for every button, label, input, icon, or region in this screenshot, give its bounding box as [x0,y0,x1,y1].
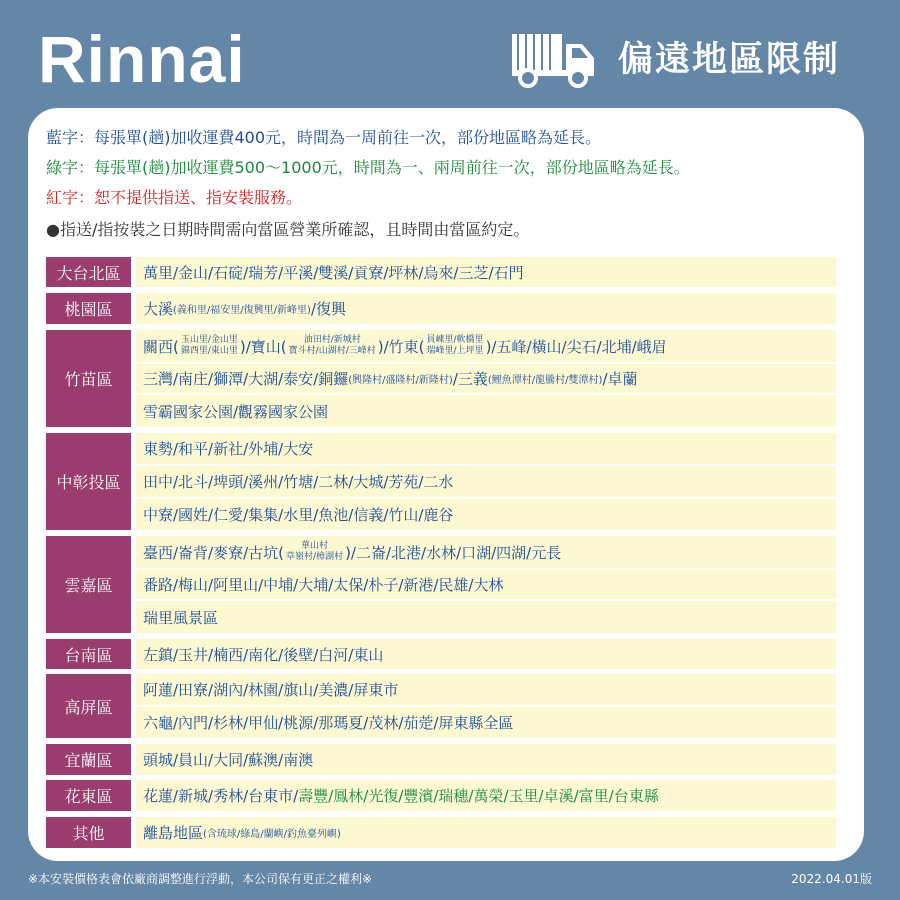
region-areas: 左鎮/玉井/楠西/南化/後壁/白河/東山 [136,639,836,669]
region-row-taoyuan [46,293,836,324]
region-label: 其他 [46,817,131,848]
region-areas: 東勢/和平/新社/外埔/大安 [136,433,836,464]
region-areas: 田中/北斗/埤頭/溪州/竹塘/二林/大城/芳苑/二水 [136,466,836,497]
region-areas-restricted: 離島地區 (含琉球/綠島/蘭嶼/釣魚臺列嶼) [136,817,836,848]
brand-logo: Rinnai [38,22,246,96]
region-areas: 三灣/南庄/獅潭/大湖/泰安/銅鑼 (興隆村/盛隆村/新隆村) /三義 (鯉魚潭村/龍騰村/雙潭村) /卓蘭 [136,364,836,393]
region-row-taipei [46,257,836,287]
region-label: 宜蘭區 [46,744,131,775]
region-label: 雲嘉區 [46,536,131,633]
region-areas: 花蓮/新城/秀林/台東市/ 壽豐/鳳林/光復/豐濱/瑞穗/萬榮/玉里/卓溪/富里/台東縣 [136,780,836,811]
region-row-yunjia [46,536,836,633]
region-row-huadong [46,780,836,811]
region-label: 中彰投區 [46,433,131,530]
region-areas: 阿蓮/田寮/湖內/林園/旗山/美濃/屏東市 [136,674,836,705]
region-label: 大台北區 [46,257,131,287]
region-row-gaoping [46,674,836,738]
region-label: 桃園區 [46,293,131,324]
footer-disclaimer: ※本安裝價格表會依廠商調整進行浮動，本公司保有更正之權利※ [28,872,373,886]
region-row-zhongzhangtou [46,433,836,530]
region-label: 花東區 [46,780,131,811]
page-title: 偏遠地區限制 [618,40,841,80]
note-schedule: ●指送/指按裝之日期時間需向當區營業所確認，且時間由當區約定。 [46,220,530,239]
region-areas: 大溪 (義和里/福安里/復興里/新峰里) /復興 [136,293,836,324]
note-red: 紅字：恕不提供指送、指安裝服務。 [46,188,303,207]
region-areas: 中寮/國姓/仁愛/集集/水里/魚池/信義/竹山/鹿谷 [136,499,836,530]
footer-version: 2022.04.01版 [791,872,872,886]
region-row-yilan [46,744,836,775]
region-areas: 頭城/員山/大同/蘇澳/南澳 [136,744,836,775]
region-label: 台南區 [46,639,131,669]
region-areas-green: 六龜/內門/杉林/甲仙/桃源/那瑪夏/茂林/茄萣/屏東縣全區 [136,707,836,738]
region-label: 竹苗區 [46,330,131,427]
region-row-tainan [46,639,836,669]
region-areas-restricted: 雪霸國家公園/觀霧國家公園 [136,395,836,427]
region-areas-restricted: 瑞里風景區 [136,601,836,633]
region-areas: 臺西/崙背/麥寮/古坑( 華山村 草嶺村/樟湖村 )/二崙/北港/水林/口湖/四湖/元長 [136,536,836,568]
region-areas: 關西( 玉山里/金山里 錦西里/東山里 )/寶山( 油田村/新城村 寶斗村/山湖村/三峰村 )/竹東( 員崠里/軟橋里 瑞峰里/上坪里 )/五峰/橫山/尖石/北埔/峨眉 [136,330,836,362]
region-areas: 萬里/金山/石碇/瑞芳/平溪/雙溪/貢寮/坪林/烏來/三芝/石門 [136,257,836,287]
truck-icon [510,30,598,88]
note-blue: 藍字：每張單(趟)加收運費400元，時間為一周前往一次，部份地區略為延長。 [46,128,602,147]
region-areas: 番路/梅山/阿里山/中埔/大埔/太保/朴子/新港/民雄/大林 [136,570,836,599]
note-green: 綠字：每張單(趟)加收運費500～1000元，時間為一、兩周前往一次，部份地區略為延長。 [46,158,690,177]
region-row-other [46,817,836,848]
region-label: 高屏區 [46,674,131,738]
region-row-zhumiao [46,330,836,427]
